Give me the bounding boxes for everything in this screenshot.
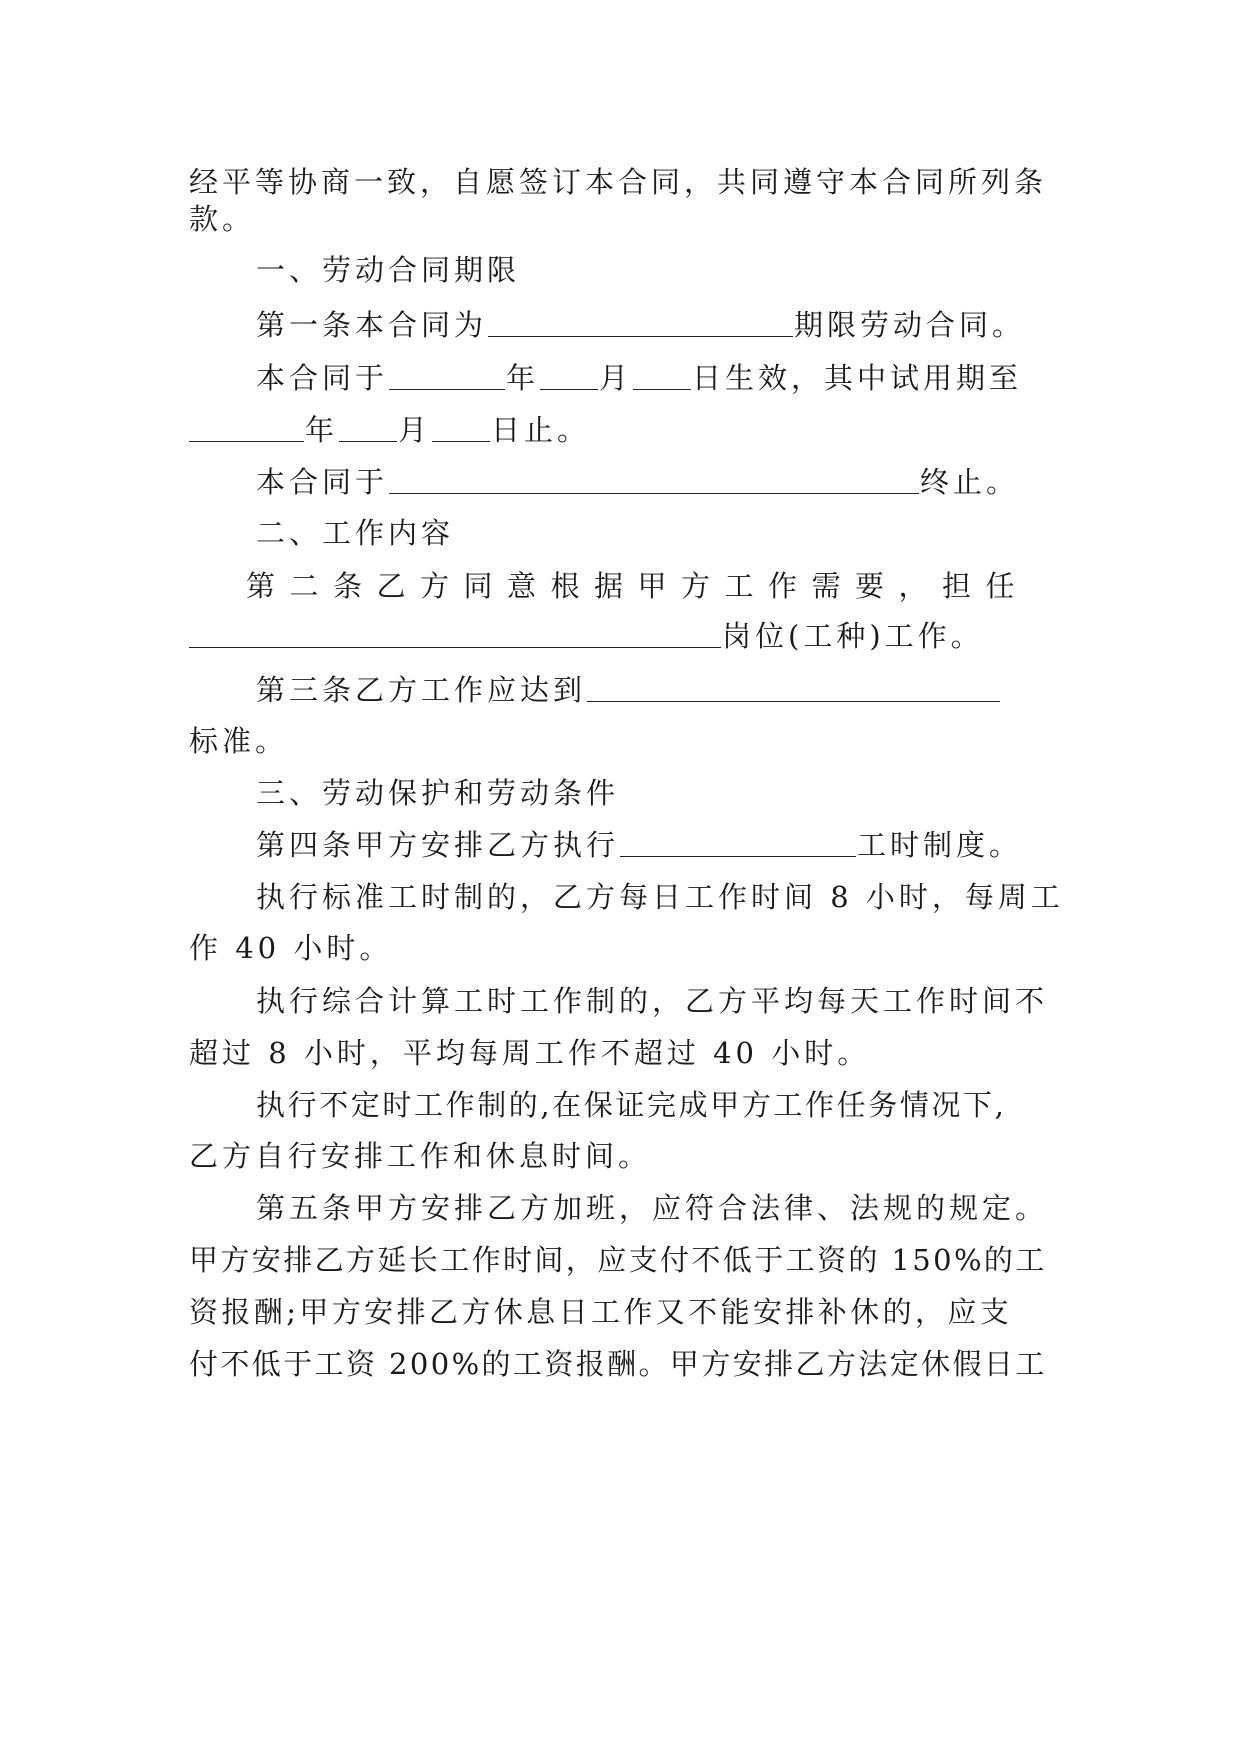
body-line <box>256 979 1055 1023</box>
clause-line <box>246 564 1046 608</box>
text-run: 三、劳动保护和劳动条件 <box>256 776 620 810</box>
body-line <box>189 1031 1055 1075</box>
text-run: 执行不定时工作制的,在保证完成甲方工作任务情况下, <box>256 1088 1007 1122</box>
text-run: 甲方安排乙方延长工作时间，应支付不低于工资的 150%的工 <box>189 1243 1047 1277</box>
clause-line <box>256 460 1055 504</box>
text-run: 经平等协商一致，自愿签订本合同，共同遵守本合同所列条 <box>189 165 1048 199</box>
fill-in-blank[interactable] <box>633 361 691 390</box>
text-run: 本合同于 <box>256 465 389 499</box>
text-run: 年 <box>506 361 540 395</box>
body-line <box>256 875 1064 919</box>
text-run: 作 40 小时。 <box>189 931 393 965</box>
body-line <box>189 1342 1055 1386</box>
text-run: 款。 <box>189 202 256 236</box>
clause-line <box>189 408 1055 452</box>
section-heading <box>256 771 1055 815</box>
text-run: 标准。 <box>189 724 289 758</box>
section-heading <box>256 511 1055 555</box>
text-run: 终止。 <box>920 465 1020 499</box>
clause-line <box>256 823 1055 867</box>
body-line <box>189 719 1055 763</box>
text-run: 工时制度。 <box>857 828 1023 862</box>
text-run: 一、劳动合同期限 <box>256 253 521 287</box>
text-run: 超过 8 小时，平均每周工作不超过 40 小时。 <box>189 1036 871 1070</box>
text-run: 期限劳动合同。 <box>794 308 1026 342</box>
text-run: 岗位(工种)工作。 <box>722 619 984 653</box>
text-run: 日生效，其中试用期至 <box>692 361 1023 395</box>
text-run: 资报酬;甲方安排乙方休息日工作又不能安排补休的，应支 <box>189 1295 1013 1329</box>
body-line <box>189 1290 1055 1334</box>
body-line <box>256 1186 1055 1230</box>
text-run: 月 <box>398 413 432 447</box>
section-heading <box>256 248 1055 292</box>
text-run: 付不低于工资 200%的工资报酬。甲方安排乙方法定休假日工 <box>189 1347 1047 1381</box>
text-run: 日止。 <box>491 413 591 447</box>
text-run: 乙方自行安排工作和休息时间。 <box>189 1139 652 1173</box>
fill-in-blank[interactable] <box>432 413 490 442</box>
text-run: 执行综合计算工时工作制的，乙方平均每天工作时间不 <box>256 984 1049 1018</box>
fill-in-blank[interactable] <box>189 619 721 648</box>
fill-in-blank[interactable] <box>488 308 793 337</box>
text-run: 第三条乙方工作应达到 <box>256 673 587 707</box>
text-run: 第一条本合同为 <box>256 308 488 342</box>
text-run: 第二条乙方同意根据甲方工作需要，担任 <box>246 569 1030 603</box>
text-run: 月 <box>599 361 633 395</box>
clause-line <box>189 614 1055 658</box>
clause-line <box>256 668 1055 712</box>
text-run: 第五条甲方安排乙方加班，应符合法律、法规的规定。 <box>256 1191 1049 1225</box>
body-line <box>256 1083 1055 1127</box>
clause-line <box>256 303 1055 347</box>
fill-in-blank[interactable] <box>339 413 397 442</box>
fill-in-blank[interactable] <box>389 361 505 390</box>
text-run: 二、工作内容 <box>256 516 455 550</box>
text-run: 执行标准工时制的，乙方每日工作时间 8 小时，每周工 <box>256 880 1064 914</box>
clause-line <box>256 356 1055 400</box>
text-run: 第四条甲方安排乙方执行 <box>256 828 620 862</box>
fill-in-blank[interactable] <box>189 413 304 442</box>
fill-in-blank[interactable] <box>389 465 919 494</box>
fill-in-blank[interactable] <box>620 828 856 857</box>
text-run: 本合同于 <box>256 361 389 395</box>
body-line <box>189 1238 1055 1282</box>
text-run: 年 <box>305 413 339 447</box>
fill-in-blank[interactable] <box>540 361 598 390</box>
fill-in-blank[interactable] <box>587 673 1000 702</box>
body-line <box>189 1134 1055 1178</box>
body-line <box>189 926 1055 970</box>
body-line <box>189 197 1055 241</box>
